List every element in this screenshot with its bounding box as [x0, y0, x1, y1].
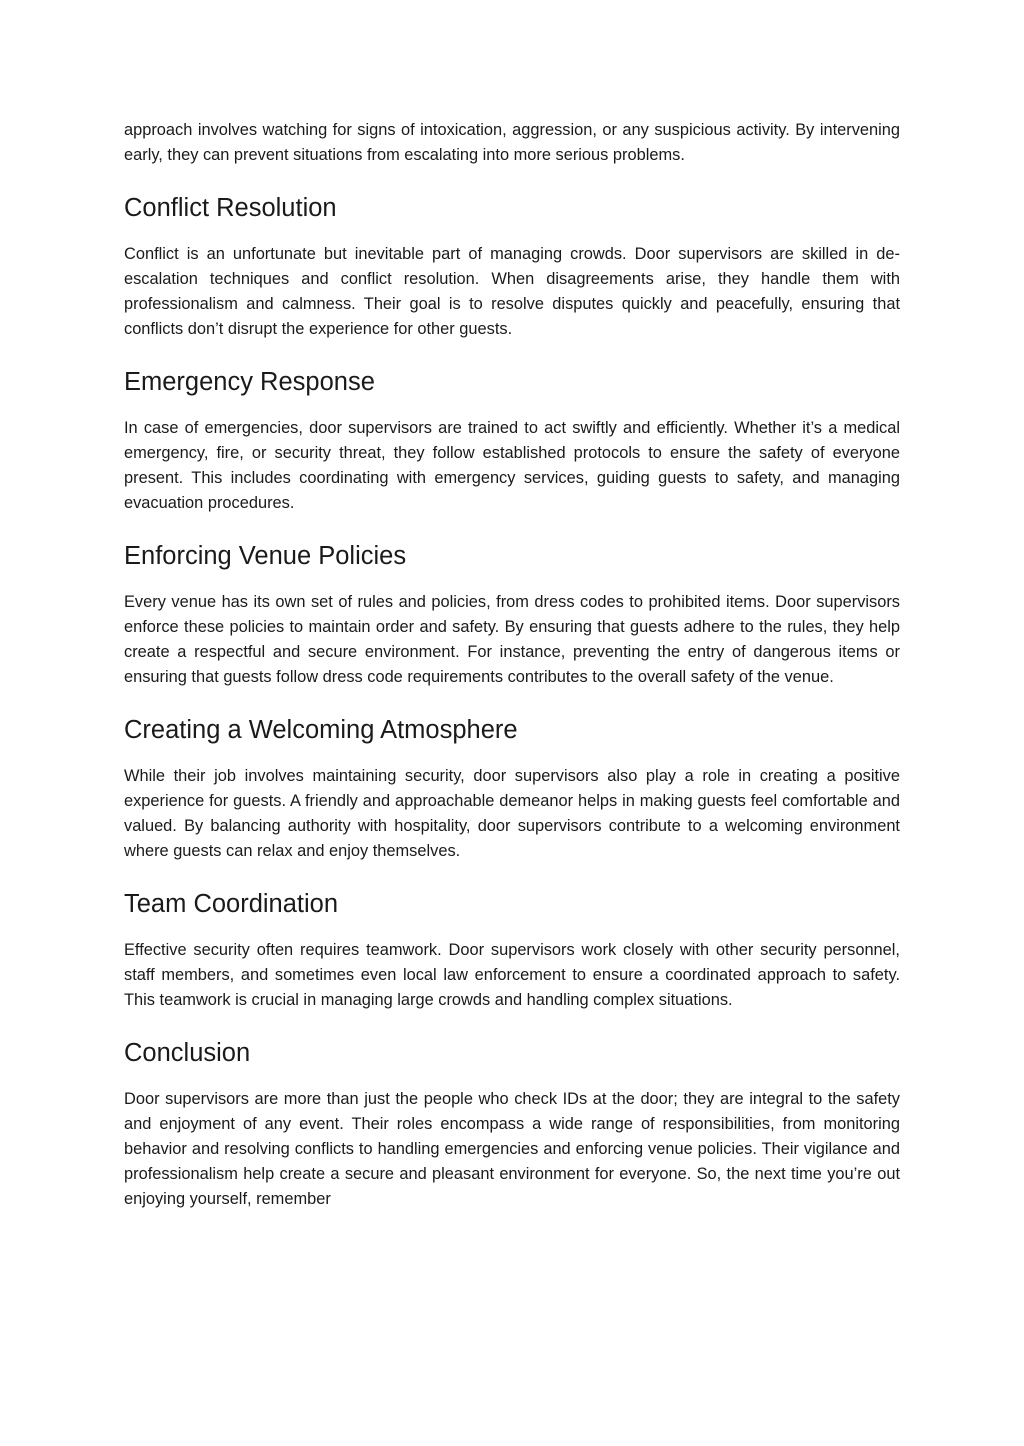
section-enforcing-venue-policies [124, 540, 900, 714]
section-paragraph: Effective security often requires teamwork. Door supervisors work closely with other security personnel, staff members, and sometimes even local law enforcement to ensure a coordinated approach to safety. This teamwork is crucial in managing large crowds and handling complex situations. [124, 941, 900, 1009]
spacer [124, 398, 900, 416]
intro-paragraph: approach involves watching for signs of intoxication, aggression, or any suspicious activity. By intervening early, they can prevent situations from escalating into more serious problems. [124, 121, 900, 164]
section-heading: Team Coordination [124, 890, 339, 918]
section-team-coordination [124, 888, 900, 1037]
spacer [124, 572, 900, 590]
spacer [124, 224, 900, 242]
spacer [124, 342, 900, 366]
section-heading: Emergency Response [124, 368, 375, 396]
spacer [124, 746, 900, 764]
section-paragraph: In case of emergencies, door supervisors are trained to act swiftly and efficiently. Whether it’s a medical emergency, fire, or security threat, they follow established protocols to ensure the safety of everyone present. This includes coordinating with emergency services, guiding guests to safety, and managing evacuation procedures. [124, 419, 900, 512]
section-heading: Conflict Resolution [124, 194, 337, 222]
section-paragraph: Every venue has its own set of rules and policies, from dress codes to prohibited items. Door supervisors enforce these policies to maintain order and safety. By ensuring that guests adhere to the rules, they help create a respectful and secure environment. For instance, preventing the entry of dangerous items or ensuring that guests follow dress code requirements contributes to the overall safety of the venue. [124, 593, 900, 686]
section-conflict-resolution [124, 192, 900, 366]
spacer [124, 168, 900, 192]
section-paragraph: While their job involves maintaining security, door supervisors also play a role in creating a positive experience for guests. A friendly and approachable demeanor helps in making guests feel comfortable and valued. By balancing authority with hospitality, door supervisors contribute to a welcoming environment where guests can relax and enjoy themselves. [124, 767, 900, 860]
spacer [124, 920, 900, 938]
section-heading: Enforcing Venue Policies [124, 542, 407, 570]
document-page [124, 118, 900, 1212]
section-paragraph: Conflict is an unfortunate but inevitable part of managing crowds. Door supervisors are skilled in de-escalation techniques and conflict resolution. When disagreements arise, they handle them with professionalism and calmness. Their goal is to resolve disputes quickly and peacefully, ensuring that conflicts don’t disrupt the experience for other guests. [124, 245, 900, 338]
spacer [124, 864, 900, 888]
spacer [124, 690, 900, 714]
section-paragraph: Door supervisors are more than just the people who check IDs at the door; they are integral to the safety and enjoyment of any event. Their roles encompass a wide range of responsibilities, from monitoring behavior and resolving conflicts to handling emergencies and enforcing venue policies. Their vigilance and professionalism help create a secure and pleasant environment for everyone. So, the next time you’re out enjoying yourself, remember [124, 1090, 900, 1208]
spacer [124, 1013, 900, 1037]
section-heading: Creating a Welcoming Atmosphere [124, 716, 518, 744]
section-welcoming-atmosphere [124, 714, 900, 888]
section-conclusion [124, 1037, 900, 1212]
section-emergency-response [124, 366, 900, 540]
spacer [124, 1069, 900, 1087]
section-heading: Conclusion [124, 1039, 251, 1067]
spacer [124, 516, 900, 540]
